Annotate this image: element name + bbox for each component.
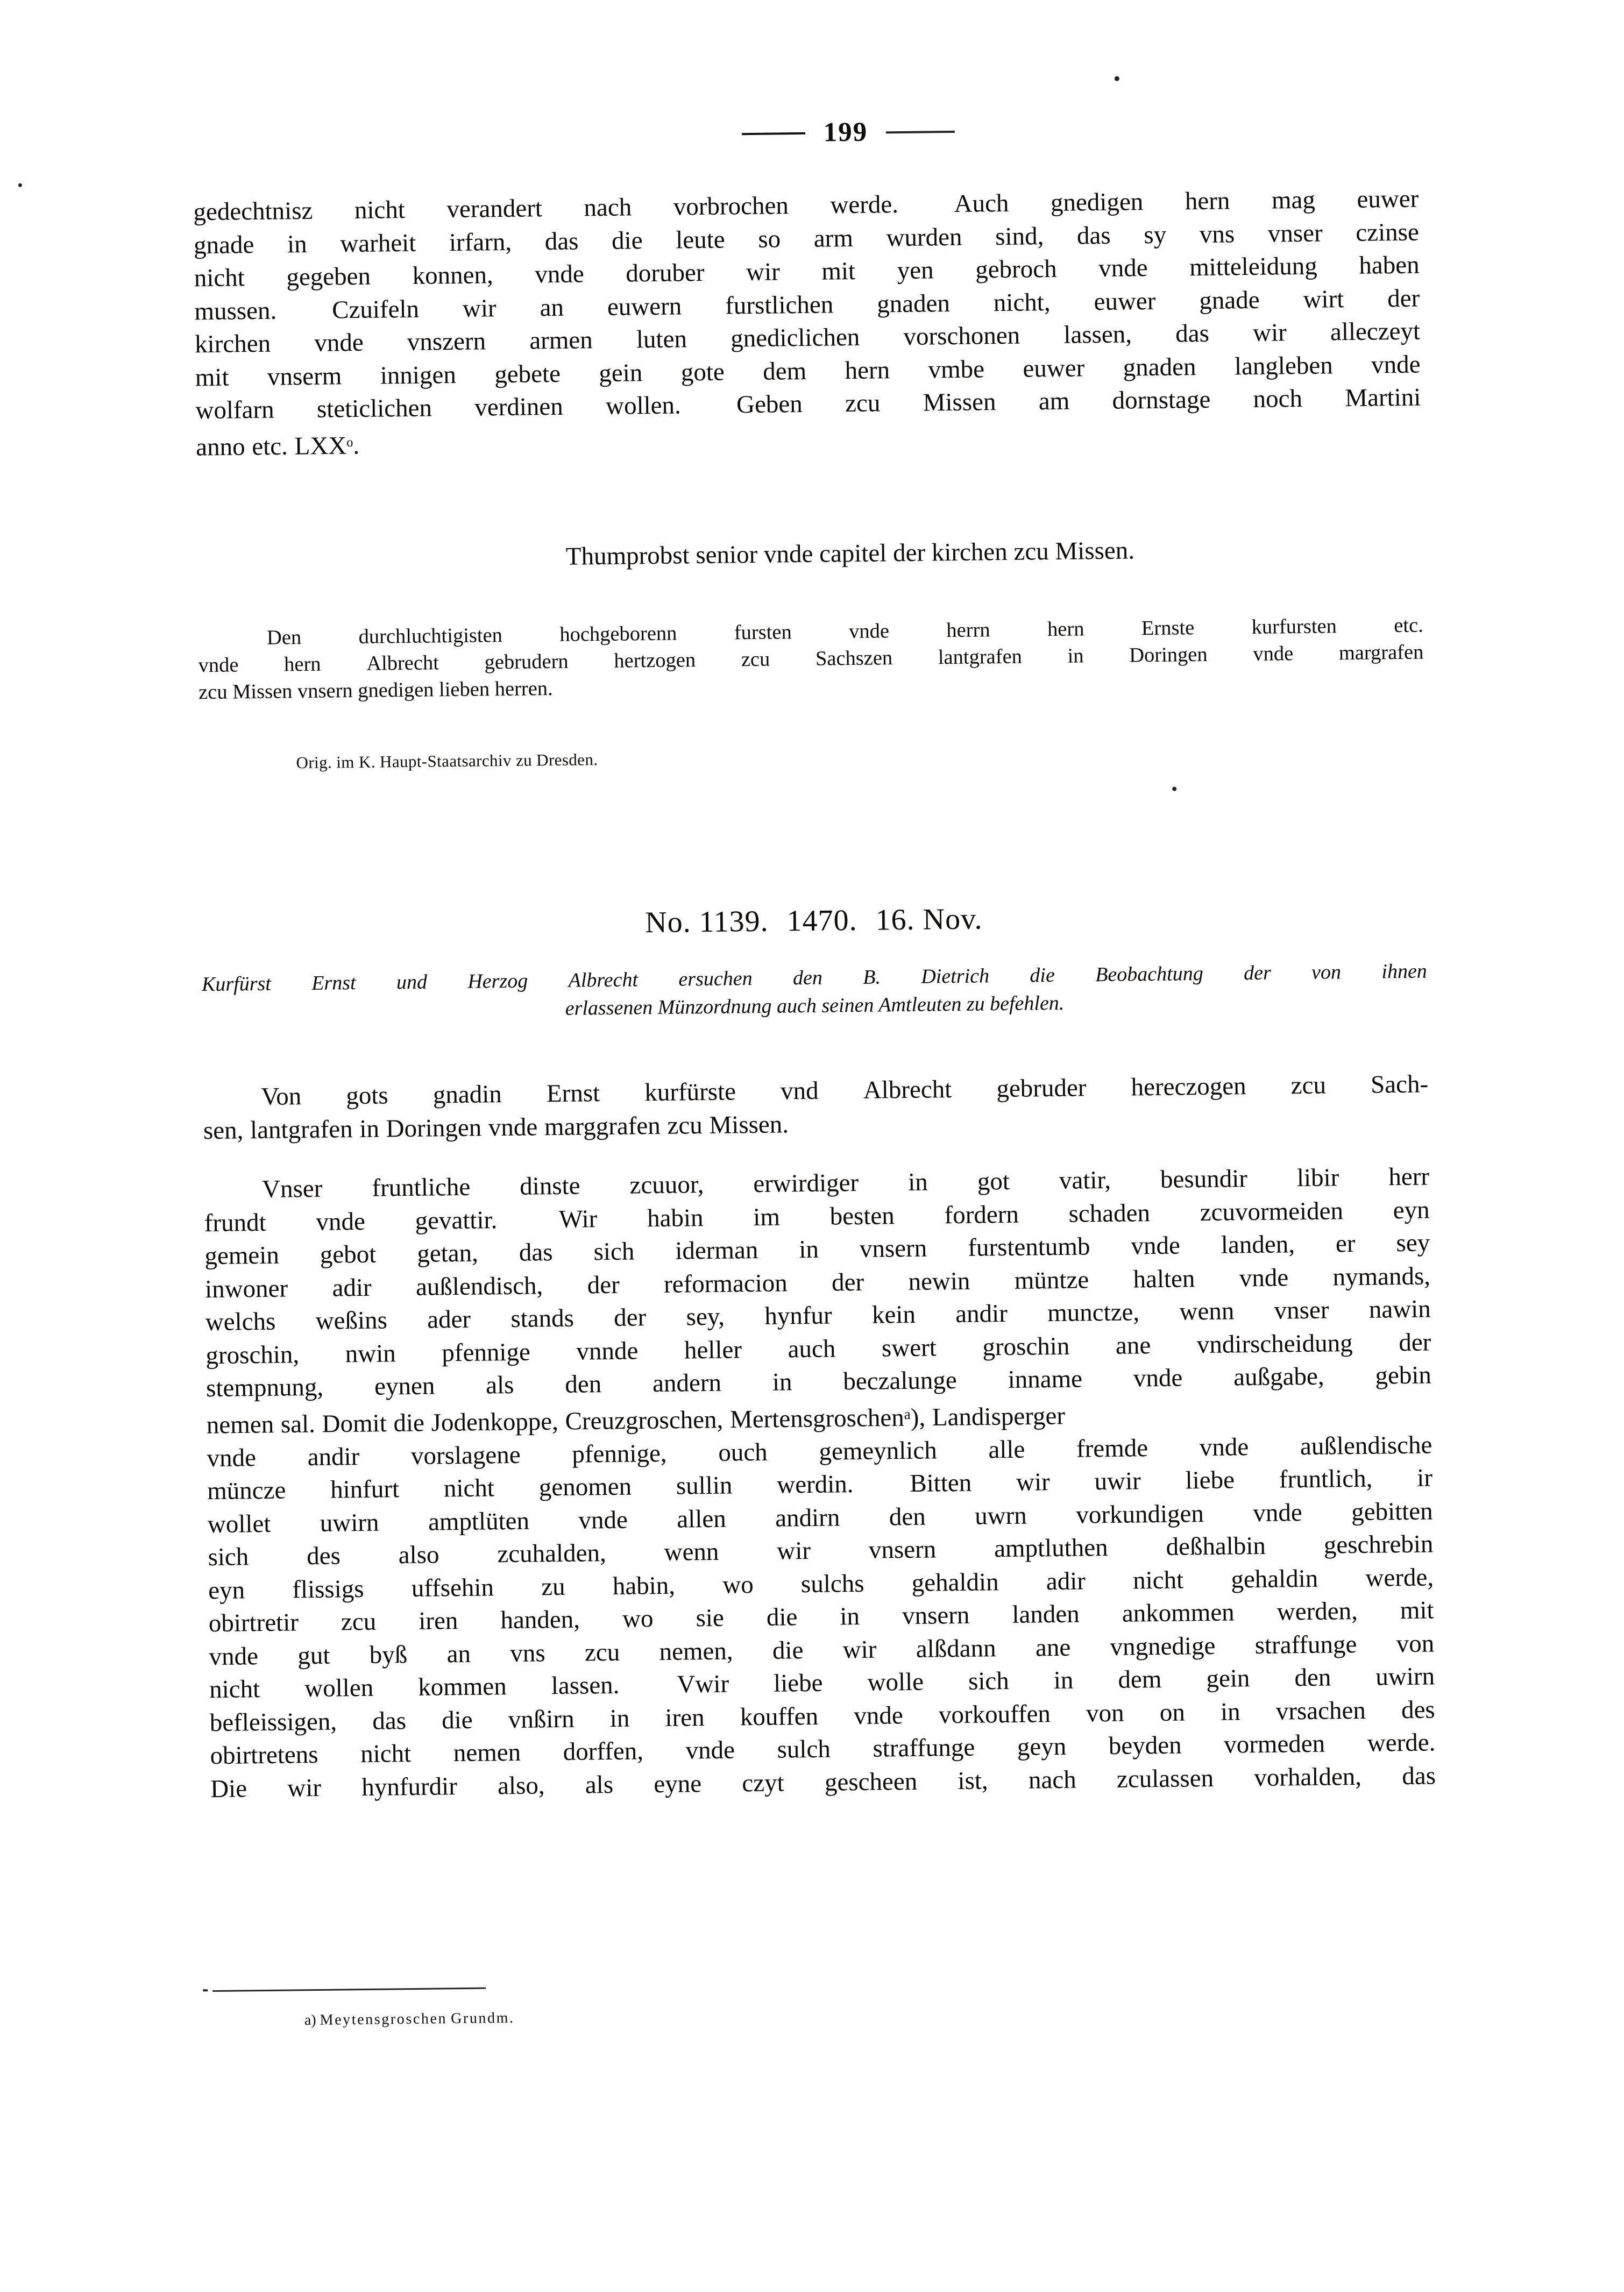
text-line: wollet uwirn amptlüten vnde allen andirn den uwrn vorkundigen vnde gebitten (207, 1496, 1433, 1538)
previous-document-body (193, 183, 1421, 464)
scan-speck (18, 183, 22, 187)
archival-source (199, 740, 1521, 774)
text-line: sich des also zcuhalden, wenn wir vnsern amptluthen deßhalbin geschrebin (208, 1530, 1434, 1572)
text-line: groschin, nwin pfennige vnnde heller auch swert groschin ane vndirscheidung der (205, 1328, 1431, 1369)
running-head-rule-left (742, 132, 805, 134)
source-text: Orig. im K. Haupt-Staatsarchiv zu Dresden. (296, 750, 598, 772)
document-body (204, 1160, 1436, 1806)
text-line: zcu Missen vnsern gnedigen lieben herren. (198, 677, 553, 704)
text-line: sen, lantgrafen in Doringen vnde marggrafen zcu Missen. (203, 1110, 789, 1145)
text-line: gedechtnisz nicht verandert nach vorbrochen werde. Auch gnedigen hern mag euwer (193, 185, 1419, 226)
running-head-rule-right (886, 130, 955, 133)
text-line: gemein gebot getan, das sich iderman in vnsern furstentumb vnde landen, er sey (204, 1229, 1430, 1271)
document-number: No. 1139. (644, 904, 769, 940)
text-line: mussen. Czuifeln wir an euwern furstlichen gnaden nicht, euwer gnade wirt der (194, 284, 1420, 325)
text-line: frundt vnde gevattir. Wir habin im besten fordern schaden zcuvormeiden eyn (204, 1195, 1430, 1237)
text-line: anno etc. LXX$^o$. (195, 431, 360, 462)
text-line: Vnser fruntliche dinste zcuuor, erwirdiger in got vatir, besundir libir herr (261, 1162, 1430, 1203)
text-line: vnde andir vorslagene pfennige, ouch gemeynlich alle fremde vnde außlendische (207, 1430, 1432, 1472)
document-intro (203, 1068, 1429, 1147)
footnote-source: Grundm. (450, 2009, 515, 2027)
footnote (213, 1999, 1438, 2030)
document-year: 1470. (786, 903, 857, 938)
text-line: obirtretir zcu iren handen, wo sie die in vnsern landen ankommen werden, mit (208, 1596, 1434, 1638)
text-line: stempnung, eynen als den andern in beczalunge inname vnde außgabe, gebin (205, 1361, 1432, 1403)
text-line: obirtretens nicht nemen dorffen, vnde sulch straffunge geyn beyden vormeden werde. (210, 1728, 1436, 1770)
footnote-separator-rule (212, 1988, 486, 1992)
text-line: Kurfürst Ernst und Herzog Albrecht ersuchen den B. Dietrich die Beobachtung der von ihnen (201, 960, 1428, 996)
footnote-ref-before: nemen sal. Domit die Jodenkoppe, Creuzgroschen, Mertensgroschen (206, 1403, 904, 1439)
scan-speck (1115, 76, 1119, 81)
text-line: Den durchluchtigisten hochgeborenn fursten vnde herrn hern Ernste kurfursten etc. (266, 614, 1424, 649)
footnote-ref-after: ), Landisperger (910, 1401, 1066, 1431)
document-date: 16. Nov. (875, 902, 983, 937)
signature-text: Thumprobst senior vnde capitel der kirchen zcu Missen. (565, 536, 1135, 571)
text-line: erlassenen Münzordnung auch seinen Amtleuten zu befehlen. (565, 991, 1065, 1020)
document-heading (201, 897, 1427, 945)
running-head (193, 113, 1419, 169)
footnote-term: Meytensgroschen (320, 2010, 448, 2028)
scan-speck (1172, 787, 1176, 791)
text-line: befleissigen, das die vnßirn in iren kouffen vnde vorkouffen von on in vrsachen des (209, 1695, 1435, 1737)
text-line: Von gots gnadin Ernst kurfürste vnd Albrecht gebruder hereczogen zcu Sach- (260, 1070, 1429, 1111)
text-line: welchs weßins ader stands der sey, hynfur kein andir munctze, wenn vnser nawin (205, 1295, 1431, 1337)
text-line: nicht wollen kommen lassen. Vwir liebe wolle sich in dem gein den uwirn (209, 1662, 1435, 1704)
text-line: eyn flissigs uffsehin zu habin, wo sulchs gehaldin adir nicht gehaldin werde, (208, 1563, 1434, 1605)
text-line: Die wir hynfurdir also, als eyne czyt gescheen ist, nach zculassen vorhalden, das (210, 1761, 1436, 1803)
text-line: nicht gegeben konnen, vnde doruber wir mit yen gebroch vnde mitteleidung haben (194, 251, 1420, 293)
text-line: vnde hern Albrecht gebrudern hertzogen zcu Sachszen lantgrafen in Doringen vnde margrafen (198, 641, 1424, 677)
superscript-ordinal: o (346, 435, 353, 450)
text-line: gnade in warheit irfarn, das die leute so arm wurden sind, das sy vns vnser czinse (193, 218, 1420, 259)
text-line: inwoner adir außlendisch, der reformacion der newin müntze halten vnde nymands, (204, 1261, 1431, 1303)
document-regest (202, 957, 1428, 1027)
document-signature (197, 531, 1423, 577)
text-line: müncze hinfurt nicht genomen sullin werdin. Bitten wir uwir liebe fruntlich, ir (207, 1464, 1433, 1506)
text-line: vnde gut byß an vns zcu nemen, die wir alßdann ane vngnedige straffunge von (209, 1629, 1435, 1671)
page-number: 199 (823, 117, 868, 148)
text-line: mit vnserm innigen gebete gein gote dem hern vmbe euwer gnaden langleben vnde (195, 350, 1421, 392)
address-block (198, 612, 1424, 706)
footnote-reference-marker: a (904, 1406, 911, 1422)
text-line: kirchen vnde vnszern armen luten gnediclichen vorschonen lassen, das wir alleczeyt (194, 317, 1421, 359)
footnote-marker: a) (304, 2011, 316, 2029)
text-line: wolfarn steticlichen verdinen wollen. Geben zcu Missen am dornstage noch Martini (195, 383, 1421, 425)
